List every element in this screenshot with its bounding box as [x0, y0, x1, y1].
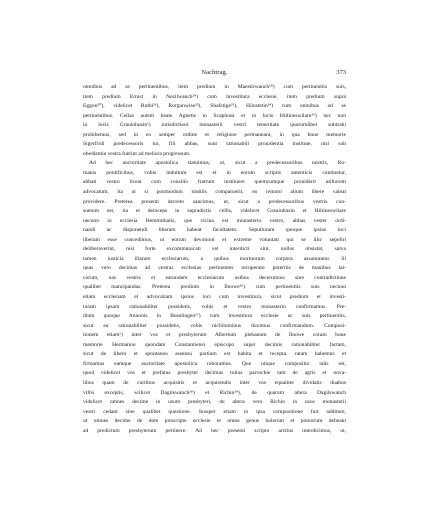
text-line: necnon in ecclesia Hemmithalis, que vicina est monasterio vestro, abbas vester ordi- [83, 217, 346, 224]
text-line: abbati vestro liceat cum consilio fratrum instituere quemcumque prouiderit utiliorem [83, 179, 346, 186]
text-line: sicut de libero et spontaneo assensu partium est habita et recepta, ratam habemus et [83, 351, 346, 358]
text-line: tionem etiam¹) inter vos et presbyterum Albertum plebanum de Ilnowe coram bone [83, 332, 346, 339]
text-line: ad predictum presbyterum pertinere. Ad hec presenti scripto arctius interdicimus, ut, [83, 427, 346, 434]
text-line: tamen iusticia illarum ecclesiarum, a quibus mortuorum corpora assumuntur. Si [83, 255, 346, 262]
text-line: liberam esse concedimus, ut eorum devotioni et extreme voluntati qui se illic sepeliri [83, 236, 346, 243]
text-line: memorie Hermanno quondam Constantiensi episcopo super decimis rationabiliter factam, [83, 341, 346, 348]
text-line: qualibet mancipandas. Preterea predium in Ilnowe²⁶) cum pertinentiis suis necnon [83, 284, 346, 291]
body-text [83, 83, 346, 436]
text-line: Eggon²⁰), videlicet Ruthi²¹), Rorgunwise²²), Shafstige²³), Hönstetin²⁴) cum omnibus ad se [83, 103, 346, 110]
text-line: turam ipsam rationabiliter possidetis, vobis et vestro monasterio confirmamus. Pre- [83, 303, 346, 310]
text-line: obedientia vestra fuerint ad meliora progressum. [83, 150, 191, 157]
text-line: item predium Ernist in Nezilwanch¹⁹) cum investitura ecclesie, item predium supra [83, 93, 346, 100]
text-line: videlicet omnes decime in usum presbyteri, de altera vero Richin in usus monasterii [83, 399, 346, 406]
running-title: Nachtrag. [201, 69, 228, 76]
text-line: libus quam de curtibus acquisitis et acquirendis inter vos equaliter dividatis duabus [83, 379, 346, 386]
text-line: etiam ecclesiam et advocatiam ipsius loci cum investitura, sicut predium et investi- [83, 294, 346, 301]
text-line: pertinentibus. Cellas autem beate Agnetis in Scaphusa et in locis Hiltineswilare²⁵) nec non [83, 112, 346, 119]
text-line: firmamus eamque auctoritate apostolica roboramus. Que utique compositio talis est, [83, 360, 346, 367]
text-line: dium quoque Annonis in Buselingen²⁷) cum investitura ecclesie ac suis pertinentiis, [83, 313, 346, 320]
text-line: nandi ac disponendi liberam habeat facultatem. Sepulturam quoque ipsius loci [83, 227, 346, 234]
text-line: manis pontificibus, vobis indultum est et in eorum scriptis autenticis continetur, [83, 169, 346, 176]
text-line: quas vero decimas ad vestras ecclesias pertinentes recuperare poteritis de manibus lai- [83, 265, 346, 272]
text-line: in locis Grauinhusin¹) iurisdictioni monasterii vestri temeritate quorumlibet subtrahi [83, 122, 346, 129]
text-line: villis exceptis, scilicet Dagilswanch²⁸) et Richin²⁹), de quarum altera Dagilswanch [83, 389, 346, 396]
text-line: corum, eas vestris et earundem ecclesiarum usibus decernimus sine contradictione [83, 274, 346, 281]
text-line: prohibemus, sed in eo semper ordine et religione permaneant, in qua bone memorie [83, 131, 346, 138]
page-number: 373 [336, 69, 346, 76]
text-line: sicut ea rationabiliter possidetis, vobis nichilominus duximus confirmandum. Composi- [83, 322, 346, 329]
text-line: providere. Preterea presenti decreto sancimus, ut, sicut a predecessoribus vestris con- [83, 198, 346, 205]
text-line: vestri cedant sine qualibet questione. Insuper etiam in ipsa compositione fuit additum, [83, 408, 346, 415]
text-line: quod videlicet vos et prefatus presbyter decimas totius parrochie tam de agris et nova- [83, 370, 346, 377]
text-line: suetum est, ita et deinceps in supradictis cellis, videlicet Grauinhusin et Hiltineswilare [83, 208, 346, 215]
text-line: Ad hec auctoritate apostolica statuimus, ut, sicut a predecessoribus nostris, Ro- [89, 160, 346, 167]
text-line: ut omnes decime de dote prescripte ecclesie et omne genus holerum et pomorum debeant [83, 418, 346, 425]
text-line: omnibus ad se pertinentibus, item predium in Maestirwanch¹⁸) cum pertinentiis suis, [83, 84, 346, 90]
text-line: deliberaverint, nisi forte excommunicati vel interdicti sint, nullus obsistat, salva [83, 246, 346, 253]
text-line: advocatum, ita ut si postmodum inutilis comparuerit, eo remoto alium libere valeat [83, 189, 346, 196]
text-line: Sigerfridi predecessoris tui, fili abbas, sunt rationabili prouidentia institute, nisi sub [83, 141, 346, 148]
running-header [83, 68, 346, 78]
